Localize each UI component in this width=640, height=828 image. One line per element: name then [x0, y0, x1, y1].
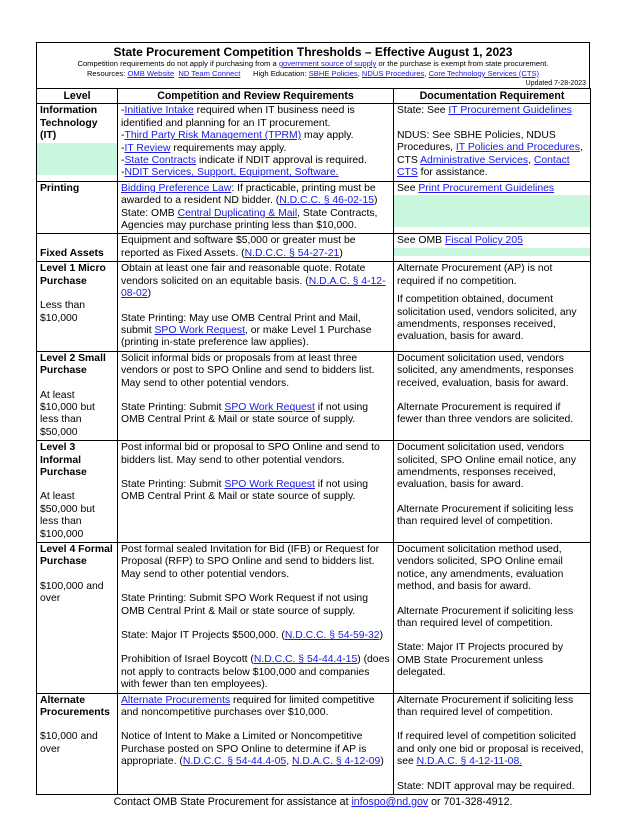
it-procurement-guidelines-link[interactable]: IT Procurement Guidelines: [448, 105, 572, 117]
documentation-cell-level-1: [394, 262, 591, 351]
printing-line-1-end: ): [373, 195, 378, 207]
fixed-assets-doc: [397, 235, 587, 247]
level-2-line-2-end: if not using OMB Central Print & Mail or state source of supply.: [121, 401, 369, 426]
level-4-line-4-text: Prohibition of Israel Boycott (: [121, 654, 254, 666]
documentation-cell-it: [394, 104, 591, 181]
table-row-it: [37, 104, 591, 181]
spacer: [40, 378, 114, 390]
spacer: [40, 719, 114, 731]
central-duplicating-link[interactable]: Central Duplicating & Mail: [177, 207, 298, 219]
level-1-name: Level 1 Micro Purchase: [40, 263, 106, 287]
spacer: [397, 118, 587, 130]
state-contracts-link[interactable]: State Contracts: [124, 155, 197, 167]
it-doc-1: [397, 105, 587, 117]
it-line-2-text: may apply.: [301, 130, 354, 142]
competition-cell-level-4: [118, 543, 394, 694]
government-source-link[interactable]: government source of supply: [278, 59, 377, 68]
spacer: [121, 301, 390, 313]
exemption-note-text: Competition requirements do not apply if purchasing from a: [77, 59, 279, 68]
sbhe-policies-link[interactable]: SBHE Policies: [308, 69, 358, 78]
level-2-line-2: [121, 402, 390, 427]
alternate-line-1-text: required for limited competitive and noncompetitive purchases over $10,000.: [121, 694, 375, 719]
resources-label: Resources:: [86, 69, 128, 78]
documentation-cell-alternate: [394, 693, 591, 794]
ndcc-54-44-4-05-link[interactable]: N.D.C.C. § 54-44.4-05: [182, 756, 287, 768]
fixed-assets-line: [121, 235, 390, 260]
level-3-name: Level 3 Informal Purchase: [40, 442, 87, 478]
level-1-line-1-end: ): [147, 288, 152, 300]
bidding-preference-law-link[interactable]: Bidding Preference Law: [121, 182, 232, 194]
column-header-level: Level: [37, 89, 118, 104]
level-cell-level-3: [37, 441, 118, 543]
ndcc-46-02-15-link[interactable]: N.D.C.C. § 46-02-15: [279, 195, 374, 207]
level-4-line-3-text: State: Major IT Projects $500,000. (: [121, 630, 285, 642]
it-line-4-text: indicate if NDIT approval is required.: [196, 155, 367, 167]
spo-work-request-link[interactable]: SPO Work Request: [224, 401, 315, 413]
level-4-doc-3: State: Major IT Projects procured by OMB State Procurement unless delegated.: [397, 642, 564, 679]
level-4-doc-2: Alternate Procurement if soliciting less than required level of competition.: [397, 605, 574, 630]
it-policies-link[interactable]: IT Policies and Procedures: [455, 142, 580, 154]
header-box: [36, 42, 590, 88]
it-review-link[interactable]: IT Review: [124, 142, 171, 154]
printing-line-1-text: : If practicable, printing must be awarded to a resident ND bidder. (: [121, 182, 376, 207]
document: [36, 42, 590, 808]
printing-line-2: [121, 208, 390, 233]
level-2-doc-1: Document solicitation used, vendors solicited, any amendments, responses received, evaluation, basis for award.: [397, 352, 574, 389]
it-line-1-text: required when IT business need is identified and planning for an IT procurement.: [121, 105, 355, 129]
level-1-line-2: [121, 313, 390, 350]
spo-work-request-link[interactable]: SPO Work Request: [154, 324, 245, 336]
table-row-level-2: [37, 351, 591, 440]
printing-doc: [397, 183, 587, 195]
competition-cell-level-2: [118, 351, 394, 440]
level-4-line-3: [121, 630, 390, 642]
spacer: [397, 719, 587, 731]
printing-doc-text: See: [397, 182, 419, 194]
ndit-services-link[interactable]: NDIT Services, Support, Equipment, Software.: [124, 167, 339, 179]
spo-work-request-link[interactable]: SPO Work Request: [224, 478, 315, 490]
level-1-line-1: [121, 263, 390, 300]
table-row-printing: [37, 181, 591, 234]
ndac-4-12-08-02-link[interactable]: N.D.A.C. § 4-12-08-02: [121, 275, 386, 300]
level-4-line-4: [121, 654, 390, 691]
table-row-alternate: [37, 693, 591, 794]
level-cell-level-2: [37, 351, 118, 440]
level-2-range: At least $10,000 but less than $50,000: [40, 389, 95, 438]
level-1-range: Less than $10,000: [40, 300, 86, 324]
higher-ed-label: High Education:: [252, 69, 309, 78]
table-row-level-3: [37, 441, 591, 543]
level-1-doc-1: Alternate Procurement (AP) is not required if no competition.: [397, 263, 553, 287]
alternate-line-2-text: Notice of Intent to Make a Limited or Noncompetitive Purchase posted on SPO Online to determine if AP is appropriate. (: [121, 731, 367, 768]
level-1-line-2-text: State Printing: May use OMB Central Print and Mail, submit: [121, 312, 361, 336]
ndac-4-12-09-link[interactable]: N.D.A.C. § 4-12-09: [291, 756, 381, 768]
level-4-range: $100,000 and over: [40, 580, 104, 605]
omb-website-link[interactable]: OMB Website: [127, 69, 175, 78]
level-4-name: Level 4 Formal Purchase: [40, 544, 113, 568]
ndus-procedures-link[interactable]: NDUS Procedures: [361, 69, 425, 78]
level-4-line-3-end: ): [379, 630, 384, 642]
cts-link[interactable]: Core Technology Services (CTS): [428, 69, 540, 78]
it-doc-2-mid: , CTS: [397, 142, 583, 166]
email-link[interactable]: infospo@nd.gov: [351, 796, 429, 809]
spacer: [121, 390, 390, 402]
it-doc-2-text: NDUS: See SBHE Policies, NDUS Procedures,: [397, 129, 556, 154]
level-cell-printing: Printing: [37, 181, 118, 234]
alternate-line-2-end: ): [380, 756, 384, 768]
exemption-note-end: or the purchase is exempt from state procurement.: [376, 59, 549, 68]
fixed-assets-text: Equipment and software $5,000 or greater must be reported as Fixed Assets. (: [121, 235, 356, 259]
column-header-competition: Competition and Review Requirements: [118, 89, 394, 104]
alternate-doc-1: Alternate Procurement if soliciting less than required level of competition.: [397, 694, 574, 719]
print-procurement-guidelines-link[interactable]: Print Procurement Guidelines: [418, 182, 555, 194]
table-header-row: [37, 89, 591, 104]
alternate-name: Alternate Procurements: [40, 694, 110, 719]
alternate-line-2: [121, 731, 390, 768]
alternate-doc-2-text: If required level of competition solicited and only one bid or proposal is received, see: [397, 731, 584, 768]
fixed-assets-doc-text: See OMB: [397, 235, 445, 247]
documentation-cell-level-2: [394, 351, 591, 440]
level-2-line-2-text: State Printing: Submit: [121, 401, 225, 413]
spacer: [40, 479, 114, 491]
level-1-line-2-end: , or make Level 1 Purchase (printing in-state preference law applies).: [121, 324, 372, 349]
spacer: [397, 630, 587, 642]
level-3-line-2: [121, 479, 390, 504]
level-3-range: At least $50,000 but less than $100,000: [40, 491, 95, 540]
footer: [36, 796, 590, 808]
highlight-block: [37, 143, 117, 175]
level-4-doc-1: Document solicitation method used, vendors solicited, SPO Online email notice, any amendments, evaluation method, and basis for award.: [397, 544, 564, 593]
nd-team-connect-link[interactable]: ND Team Connect: [178, 69, 241, 78]
documentation-cell-level-3: [394, 441, 591, 543]
level-cell-level-1: [37, 262, 118, 351]
spacer: [121, 581, 390, 593]
it-line-1: -Initiative Intake required when IT business need is identified and planning for an IT procurement.: [121, 105, 355, 129]
it-line-3-text: requirements may apply.: [170, 142, 287, 154]
it-line-2: -Third Party Risk Management (TPRM) may apply.: [121, 130, 354, 142]
alternate-doc-3: State: NDIT approval may be required.: [397, 780, 575, 792]
level-4-line-1: Post formal sealed Invitation for Bid (IFB) or Request for Proposal (RFP) to SPO Online and send to bidders list. May send to other potential vendors.: [121, 544, 380, 580]
printing-line-2-text: State: OMB: [121, 207, 178, 219]
ndcc-54-27-21-link[interactable]: N.D.C.C. § 54-27-21: [244, 247, 340, 259]
competition-cell-fixed-assets: [118, 234, 394, 262]
level-3-line-2-text: State Printing: Submit: [121, 478, 225, 490]
spacer: [397, 492, 587, 504]
competition-cell-level-3: [118, 441, 394, 543]
fixed-assets-end: ): [339, 247, 343, 259]
level-name-it: Information Technology (IT): [40, 105, 98, 142]
printing-line-1: [121, 183, 390, 208]
spacer: [397, 594, 587, 606]
level-4-line-4-end: ) (does not apply to contracts below $100,000 and companies with fewer than ten employees).: [121, 654, 390, 691]
exemption-note: [37, 59, 589, 69]
ndcc-54-44-4-15-link[interactable]: N.D.C.C. § 54-44.4-15: [253, 654, 358, 666]
thresholds-table: [36, 88, 591, 795]
level-3-doc-1: Document solicitation used, vendors solicited, SPO Online email notice, any amendments, responses received, evaluation, basis for award.: [397, 442, 577, 491]
contact-cts-link[interactable]: Contact CTS: [397, 154, 570, 179]
spacer: [121, 467, 390, 479]
spacer: [121, 618, 390, 630]
level-2-line-1: Solicit informal bids or proposals from at least three vendors or post to SPO Online and send to bidders list. May send to other potential vendors.: [121, 352, 375, 389]
updated-date: Updated 7-28-2023: [525, 80, 586, 87]
table-row-level-1: [37, 262, 591, 351]
spacer: [397, 769, 587, 781]
tprm-link[interactable]: Third Party Risk Management (TPRM): [124, 130, 302, 142]
competition-cell-printing: [118, 181, 394, 234]
ndcc-54-59-32-link[interactable]: N.D.C.C. § 54-59-32: [284, 630, 380, 642]
level-1-doc-2: If competition obtained, document solicitation used, vendors solicited, any amendments, responses received, evaluation, basis for award.: [397, 294, 577, 343]
spacer: [397, 390, 587, 402]
it-doc-2-sep: ,: [528, 154, 534, 166]
documentation-cell-printing: [394, 181, 591, 234]
documentation-cell-fixed-assets: [394, 234, 591, 262]
column-header-documentation: Documentation Requirement: [394, 89, 591, 104]
alternate-line-2-sep: ,: [286, 756, 292, 768]
table-row-level-4: [37, 543, 591, 694]
highlight-block: [394, 195, 590, 227]
level-cell-it: [37, 104, 118, 181]
competition-cell-it: [118, 104, 394, 181]
it-line-5: -NDIT Services, Support, Equipment, Software.: [121, 167, 339, 179]
alternate-range: $10,000 and over: [40, 731, 98, 755]
administrative-services-link[interactable]: Administrative Services: [420, 154, 529, 166]
level-3-line-1: Post informal bid or proposal to SPO Online and send to bidders list. May send to other potential vendors.: [121, 442, 380, 466]
footer-phone: or 701-328-4912.: [428, 796, 513, 809]
level-2-doc-2: Alternate Procurement is required if fewer than three vendors are solicited.: [397, 401, 574, 426]
level-3-line-2-end: if not using OMB Central Print & Mail or state source of supply.: [121, 478, 369, 503]
spacer: [40, 288, 114, 300]
initiative-intake-link[interactable]: Initiative Intake: [124, 105, 194, 117]
competition-cell-alternate: [118, 693, 394, 794]
alternate-doc-2: [397, 731, 587, 768]
it-doc-2: [397, 130, 587, 180]
table-row-fixed-assets: [37, 234, 591, 262]
it-doc-1-text: State: See: [397, 105, 449, 117]
spacer: [40, 569, 114, 581]
level-cell-level-4: [37, 543, 118, 694]
highlight-block: [394, 248, 590, 256]
level-cell-fixed-assets: Fixed Assets: [37, 234, 118, 262]
level-3-doc-2: Alternate Procurement if soliciting less than required level of competition.: [397, 503, 574, 528]
it-doc-2-end: for assistance.: [417, 167, 488, 179]
level-2-name: Level 2 Small Purchase: [40, 352, 106, 377]
printing-line-2-end: , State Contracts, Agencies may purchase printing less than $10,000.: [121, 207, 378, 232]
footer-text: Contact OMB State Procurement for assistance at: [113, 796, 352, 809]
page-title: State Procurement Competition Thresholds – Effective August 1, 2023: [113, 45, 513, 59]
level-cell-alternate: [37, 693, 118, 794]
ndac-4-12-11-08-link[interactable]: N.D.A.C. § 4-12-11-08.: [416, 756, 523, 768]
level-4-line-2: State Printing: Submit SPO Work Request if not using OMB Central Print & Mail or state source of supply.: [121, 593, 368, 617]
alternate-procurements-link[interactable]: Alternate Procurements: [121, 694, 231, 706]
spacer: [121, 642, 390, 654]
resources-line: Resources: OMB Website ND Team Connect High Education: SBHE Policies, NDUS Procedures, Core Technology Services (CTS): [86, 69, 540, 78]
level-1-line-1-text: Obtain at least one fair and reasonable quote. Rotate vendors solicited on an equitable basis. (: [121, 263, 366, 287]
it-line-3: -IT Review requirements may apply.: [121, 142, 287, 154]
it-line-4: -State Contracts indicate if NDIT approval is required.: [121, 155, 367, 167]
documentation-cell-level-4: [394, 543, 591, 694]
alternate-line-1: [121, 695, 390, 720]
fiscal-policy-205-link[interactable]: Fiscal Policy 205: [444, 235, 523, 247]
competition-cell-level-1: [118, 262, 394, 351]
spacer: [121, 719, 390, 731]
